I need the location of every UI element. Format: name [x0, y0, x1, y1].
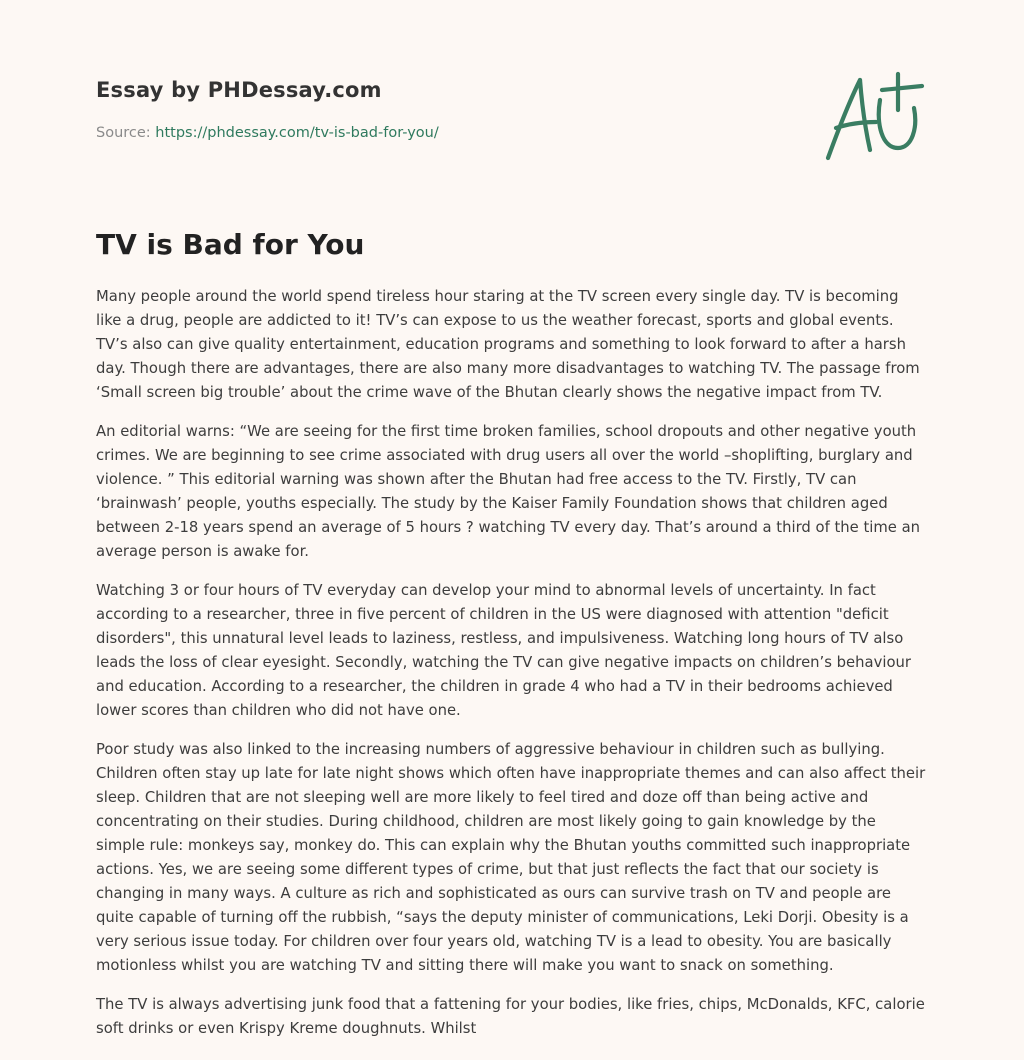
- essay-title: TV is Bad for You: [96, 228, 365, 261]
- site-brand: Essay by PHDessay.com: [96, 78, 382, 102]
- essay-paragraph: Many people around the world spend tireless hour staring at the TV screen every single day. TV is becoming like a drug, people are addicted to it! TV’s can expose to us the weather forecast, sports and global events. TV’s also can give quality entertainment, education programs and something to look forward to after a harsh day. Though there are advantages, there are also many more disadvantages to watching TV. The passage from ‘Small screen big trouble’ about the crime wave of the Bhutan clearly shows the negative impact from TV.: [96, 288, 920, 401]
- source-line: [96, 123, 796, 143]
- a-plus-logo-icon: [818, 66, 930, 166]
- essay-paragraph: The TV is always advertising junk food that a fattening for your bodies, like fries, chips, McDonalds, KFC, calorie soft drinks or even Krispy Kreme doughnuts. Whilst: [96, 996, 925, 1037]
- essay-paragraph: Poor study was also linked to the increasing numbers of aggressive behaviour in children such as bullying. Children often stay up late for late night shows which often have inappropriate themes and can also affect their sleep. Children that are not sleeping well are more likely to feel tired and doze off than being active and concentrating on their studies. During childhood, children are most likely going to gain knowledge by the simple rule: monkeys say, monkey do. This can explain why the Bhutan youths committed such inappropriate actions. Yes, we are seeing some different types of crime, but that just reflects the fact that our society is changing in many ways. A culture as rich and sophisticated as ours can survive trash on TV and people are quite capable of turning off the rubbish, “says the deputy minister of communications, Leki Dorji. Obesity is a very serious issue today. For children over four years old, watching TV is a lead to obesity. You are basically motionless whilst you are watching TV and sitting there will make you want to snack on something.: [96, 741, 926, 974]
- source-link[interactable]: https://phdessay.com/tv-is-bad-for-you/: [155, 125, 439, 141]
- essay-paragraph: Watching 3 or four hours of TV everyday can develop your mind to abnormal levels of uncertainty. In fact according to a researcher, three in five percent of children in the US were diagnosed with attention "deficit disorders", this unnatural level leads to laziness, restless, and impulsiveness. Watching long hours of TV also leads the loss of clear eyesight. Secondly, watching the TV can give negative impacts on children’s behaviour and education. According to a researcher, the children in grade 4 who had a TV in their bedrooms achieved lower scores than children who did not have one.: [96, 582, 911, 719]
- source-label: Source:: [96, 125, 151, 141]
- essay-paragraph: An editorial warns: “We are seeing for the first time broken families, school dropouts and other negative youth crimes. We are beginning to see crime associated with drug users all over the world –shoplifting, burglary and violence. ” This editorial warning was shown after the Bhutan had free access to the TV. Firstly, TV can ‘brainwash’ people, youths especially. The study by the Kaiser Family Foundation shows that children aged between 2-18 years spend an average of 5 hours ? watching TV every day. That’s around a third of the time an average person is awake for.: [96, 423, 921, 560]
- essay-body: [96, 285, 928, 1056]
- essay-header: [96, 76, 796, 143]
